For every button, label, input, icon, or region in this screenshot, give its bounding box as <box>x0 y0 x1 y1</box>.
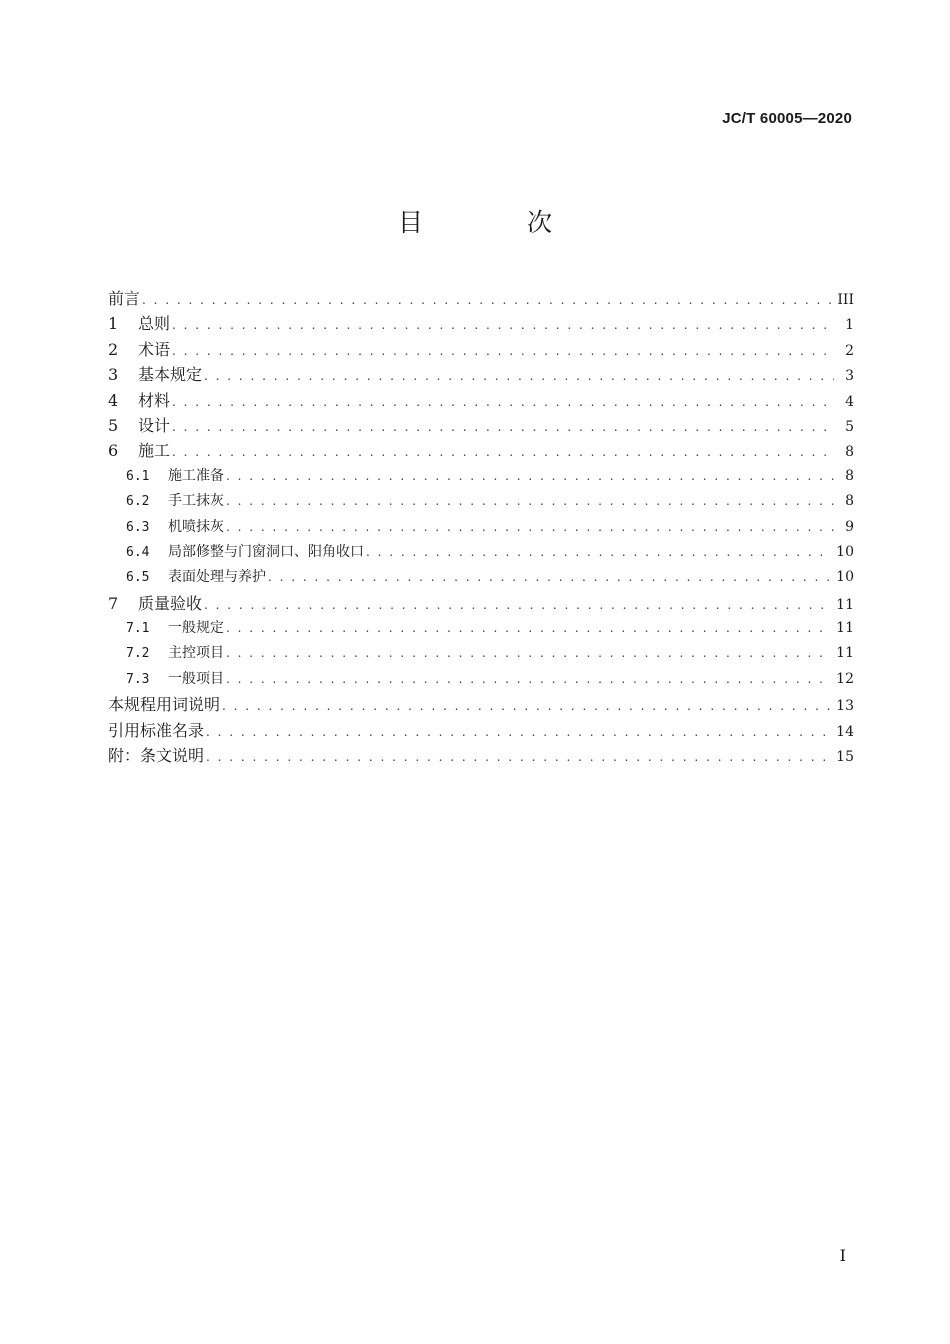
toc-entry[interactable] <box>108 718 854 743</box>
toc-entry-page: 1 <box>845 317 854 334</box>
toc-entry-number: 6.4 <box>126 544 150 560</box>
toc-entry-page: 10 <box>836 569 854 586</box>
toc-dot-leader <box>226 667 830 692</box>
toc-entry[interactable] <box>108 362 854 387</box>
toc-entry-label: 施工准备 <box>168 467 224 484</box>
toc-entry-page: 4 <box>845 393 854 410</box>
toc-entry[interactable] <box>108 515 854 540</box>
toc-entry[interactable] <box>108 616 854 641</box>
toc-entry-label: 一般项目 <box>168 670 224 687</box>
toc-entry-number: 7.1 <box>126 621 150 637</box>
toc-entry-label: 本规程用词说明 <box>108 695 221 715</box>
toc-entry-label: 手工抹灰 <box>168 493 224 510</box>
toc-dot-leader <box>366 540 830 565</box>
toc-entry-page: 3 <box>845 368 854 385</box>
toc-entry-label: 机喷抹灰 <box>168 518 224 535</box>
toc-dot-leader <box>172 415 834 440</box>
toc-dot-leader <box>226 515 834 540</box>
toc-dot-leader <box>226 641 830 666</box>
toc-entry-label: 引用标准名录 <box>108 720 205 740</box>
toc-dot-leader <box>222 694 830 719</box>
toc-entry-number: 6.3 <box>126 519 150 535</box>
toc-entry-number: 6.1 <box>126 468 150 484</box>
toc-dot-leader <box>226 464 834 489</box>
toc-entry-page: 12 <box>836 670 854 687</box>
toc-entry[interactable] <box>108 743 854 768</box>
toc-entry[interactable] <box>108 388 854 413</box>
toc-entry[interactable] <box>108 464 854 489</box>
toc-entry-label: 设计 <box>138 415 171 435</box>
toc-dot-leader <box>204 364 834 389</box>
toc-entry-page: 15 <box>836 749 854 766</box>
toc-dot-leader <box>172 440 834 465</box>
toc-entry-page: 11 <box>836 645 854 662</box>
toc-entry-number: 3 <box>108 365 119 385</box>
toc-entry[interactable] <box>108 591 854 616</box>
toc-dot-leader <box>204 593 830 618</box>
toc-dot-leader <box>226 489 834 514</box>
toc-entry-label: 附：条文说明 <box>108 746 205 766</box>
toc-entry-label: 主控项目 <box>168 645 224 662</box>
toc-entry[interactable] <box>108 311 854 336</box>
toc-dot-leader <box>206 745 830 770</box>
toc-entry-page: 13 <box>836 698 854 715</box>
toc-entry[interactable] <box>108 337 854 362</box>
page-number: I <box>839 1246 846 1265</box>
toc-entry[interactable] <box>108 565 854 590</box>
toc-entry-label: 基本规定 <box>138 365 203 385</box>
toc-entry[interactable] <box>108 667 854 692</box>
toc-dot-leader <box>226 616 830 641</box>
toc-entry-label: 一般规定 <box>168 620 224 637</box>
toc-entry-label: 质量验收 <box>138 593 203 613</box>
toc-entry-page: 8 <box>845 444 854 461</box>
toc-entry[interactable] <box>108 540 854 565</box>
toc-entry-page: 11 <box>836 620 854 637</box>
toc-entry-number: 7.3 <box>126 671 150 687</box>
toc-dot-leader <box>172 390 834 415</box>
toc-entry-label: 表面处理与养护 <box>168 569 266 586</box>
toc-entry-number: 4 <box>108 390 119 410</box>
toc-entry-number: 7.2 <box>126 646 150 662</box>
toc-entry-number: 2 <box>108 339 119 359</box>
table-of-contents <box>108 286 854 768</box>
toc-entry-number: 6.5 <box>126 570 150 586</box>
toc-entry-label: 施工 <box>138 441 171 461</box>
toc-entry-page: 10 <box>836 543 854 560</box>
toc-entry-page: 2 <box>845 342 854 359</box>
toc-entry[interactable] <box>108 641 854 666</box>
toc-title: 目 次 <box>398 208 600 237</box>
toc-entry-page: 14 <box>836 723 854 740</box>
toc-entry-number: 7 <box>108 593 119 613</box>
toc-entry-page: 11 <box>836 596 854 613</box>
toc-entry-number: 1 <box>108 314 119 334</box>
toc-entry[interactable] <box>108 438 854 463</box>
toc-entry[interactable] <box>108 489 854 514</box>
toc-entry-label: 材料 <box>138 390 171 410</box>
toc-dot-leader <box>172 313 834 338</box>
toc-entry-page: 8 <box>845 467 854 484</box>
standard-number: JC/T 60005—2020 <box>722 110 852 127</box>
toc-entry-page: 8 <box>845 493 854 510</box>
toc-dot-leader <box>268 565 830 590</box>
toc-entry-page: 9 <box>845 518 854 535</box>
toc-entry-number: 6.2 <box>126 494 150 510</box>
toc-entry-label: 前言 <box>108 289 141 308</box>
toc-dot-leader <box>206 720 830 745</box>
toc-entry[interactable] <box>108 692 854 717</box>
toc-entry-label: 局部修整与门窗洞口、阳角收口 <box>168 543 364 560</box>
toc-entry-page: 5 <box>845 418 854 435</box>
toc-entry-number: 6 <box>108 441 119 461</box>
toc-dot-leader <box>172 339 834 364</box>
toc-entry[interactable] <box>108 413 854 438</box>
toc-entry-label: 术语 <box>138 339 171 359</box>
toc-dot-leader <box>142 288 831 313</box>
toc-entry-label: 总则 <box>138 314 171 334</box>
toc-entry-number: 5 <box>108 415 119 435</box>
toc-entry-page: III <box>837 292 854 308</box>
toc-entry[interactable] <box>108 286 854 311</box>
